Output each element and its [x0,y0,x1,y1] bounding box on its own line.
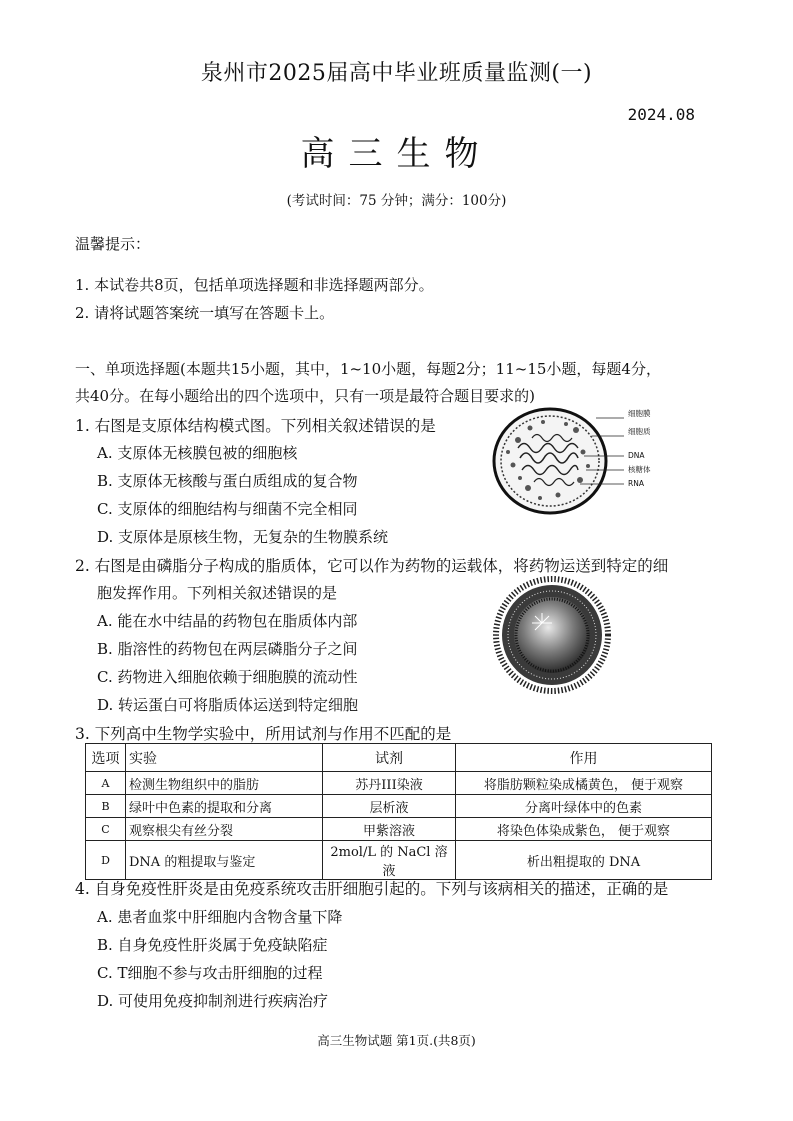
table-header-experiment: 实验 [126,744,323,772]
question-2-stem: 2. 右图是由磷脂分子构成的脂质体，它可以作为药物的运载体，将药物运送到特定的细 [75,557,669,575]
table-row [86,795,712,818]
table-cell: D [86,841,126,880]
table-cell: 层析液 [323,795,456,818]
question-4-stem: 4. 自身免疫性肝炎是由免疫系统攻击肝细胞引起的。下列与该病相关的描述，正确的是 [75,880,669,898]
table-cell: C [86,818,126,841]
table-cell: 苏丹III染液 [323,772,456,795]
table-header-reagent: 试剂 [323,744,456,772]
table-header-option: 选项 [86,744,126,772]
exam-info: (考试时间：75 分钟；满分：100分) [286,193,507,209]
table-row [86,772,712,795]
tips-heading: 温馨提示： [75,235,151,253]
table-cell: 观察根尖有丝分裂 [126,818,323,841]
question-1-option-b: B. 支原体无核酸与蛋白质组成的复合物 [97,472,358,490]
question-4-option-c: C. T细胞不参与攻击肝细胞的过程 [97,964,323,982]
section-heading-line1: 一、单项选择题(本题共15小题，其中，1~10小题，每题2分；11~15小题，每题4分， [75,360,661,378]
figure-label-rna: RNA [628,479,644,488]
exam-date: 2024.08 [627,105,695,124]
subject-title: 高三生物 [300,134,493,174]
figure-label-membrane: 细胞膜 [628,409,651,418]
table-header-effect: 作用 [456,744,712,772]
experiment-table [85,743,712,880]
tip-item: 1. 本试卷共8页，包括单项选择题和非选择题两部分。 [75,276,434,294]
question-1-option-d: D. 支原体是原核生物，无复杂的生物膜系统 [97,528,389,546]
table-cell: DNA 的粗提取与鉴定 [126,841,323,880]
figure-label-dna: DNA [628,451,645,460]
table-cell: 将染色体染成紫色， 便于观察 [456,818,712,841]
table-cell: A [86,772,126,795]
question-1-stem: 1. 右图是支原体结构模式图。下列相关叙述错误的是 [75,417,436,435]
question-4-option-a: A. 患者血浆中肝细胞内含物含量下降 [97,908,343,926]
question-2-option-d: D. 转运蛋白可将脂质体运送到特定细胞 [97,696,359,714]
table-row [86,818,712,841]
question-3-stem: 3. 下列高中生物学实验中，所用试剂与作用不匹配的是 [75,725,452,743]
table-cell: 分离叶绿体中的色素 [456,795,712,818]
table-cell: 检测生物组织中的脂肪 [126,772,323,795]
question-2-option-a: A. 能在水中结晶的药物包在脂质体内部 [97,612,358,630]
page-footer: 高三生物试题 第1页.(共8页) [317,1033,476,1048]
tip-item: 2. 请将试题答案统一填写在答题卡上。 [75,304,335,322]
table-row [86,841,712,880]
section-heading-line2: 共40分。在每小题给出的四个选项中，只有一项是最符合题目要求的) [75,387,535,405]
table-cell: 绿叶中色素的提取和分离 [126,795,323,818]
question-1-option-c: C. 支原体的细胞结构与细菌不完全相同 [97,500,358,518]
question-1-option-a: A. 支原体无核膜包被的细胞核 [97,444,298,462]
question-2-stem-continued: 胞发挥作用。下列相关叙述错误的是 [97,584,338,602]
liposome-figure [490,575,614,695]
table-cell: 析出粗提取的 DNA [456,841,712,880]
question-2-option-b: B. 脂溶性的药物包在两层磷脂分子之间 [97,640,358,658]
table-header-row [86,744,712,772]
figure-label-ribosome: 核糖体 [628,465,651,474]
exam-title: 泉州市2025届高中毕业班质量监测(一) [200,61,593,86]
table-cell: 2mol/L 的 NaCl 溶液 [323,841,456,880]
question-4-option-d: D. 可使用免疫抑制剂进行疾病治疗 [97,992,329,1010]
table-cell: 将脂肪颗粒染成橘黄色， 便于观察 [456,772,712,795]
table-cell: 甲紫溶液 [323,818,456,841]
mycoplasma-figure [488,400,628,522]
question-2-option-c: C. 药物进入细胞依赖于细胞膜的流动性 [97,668,358,686]
table-cell: B [86,795,126,818]
question-4-option-b: B. 自身免疫性肝炎属于免疫缺陷症 [97,936,328,954]
figure-label-cytoplasm: 细胞质 [628,427,651,436]
